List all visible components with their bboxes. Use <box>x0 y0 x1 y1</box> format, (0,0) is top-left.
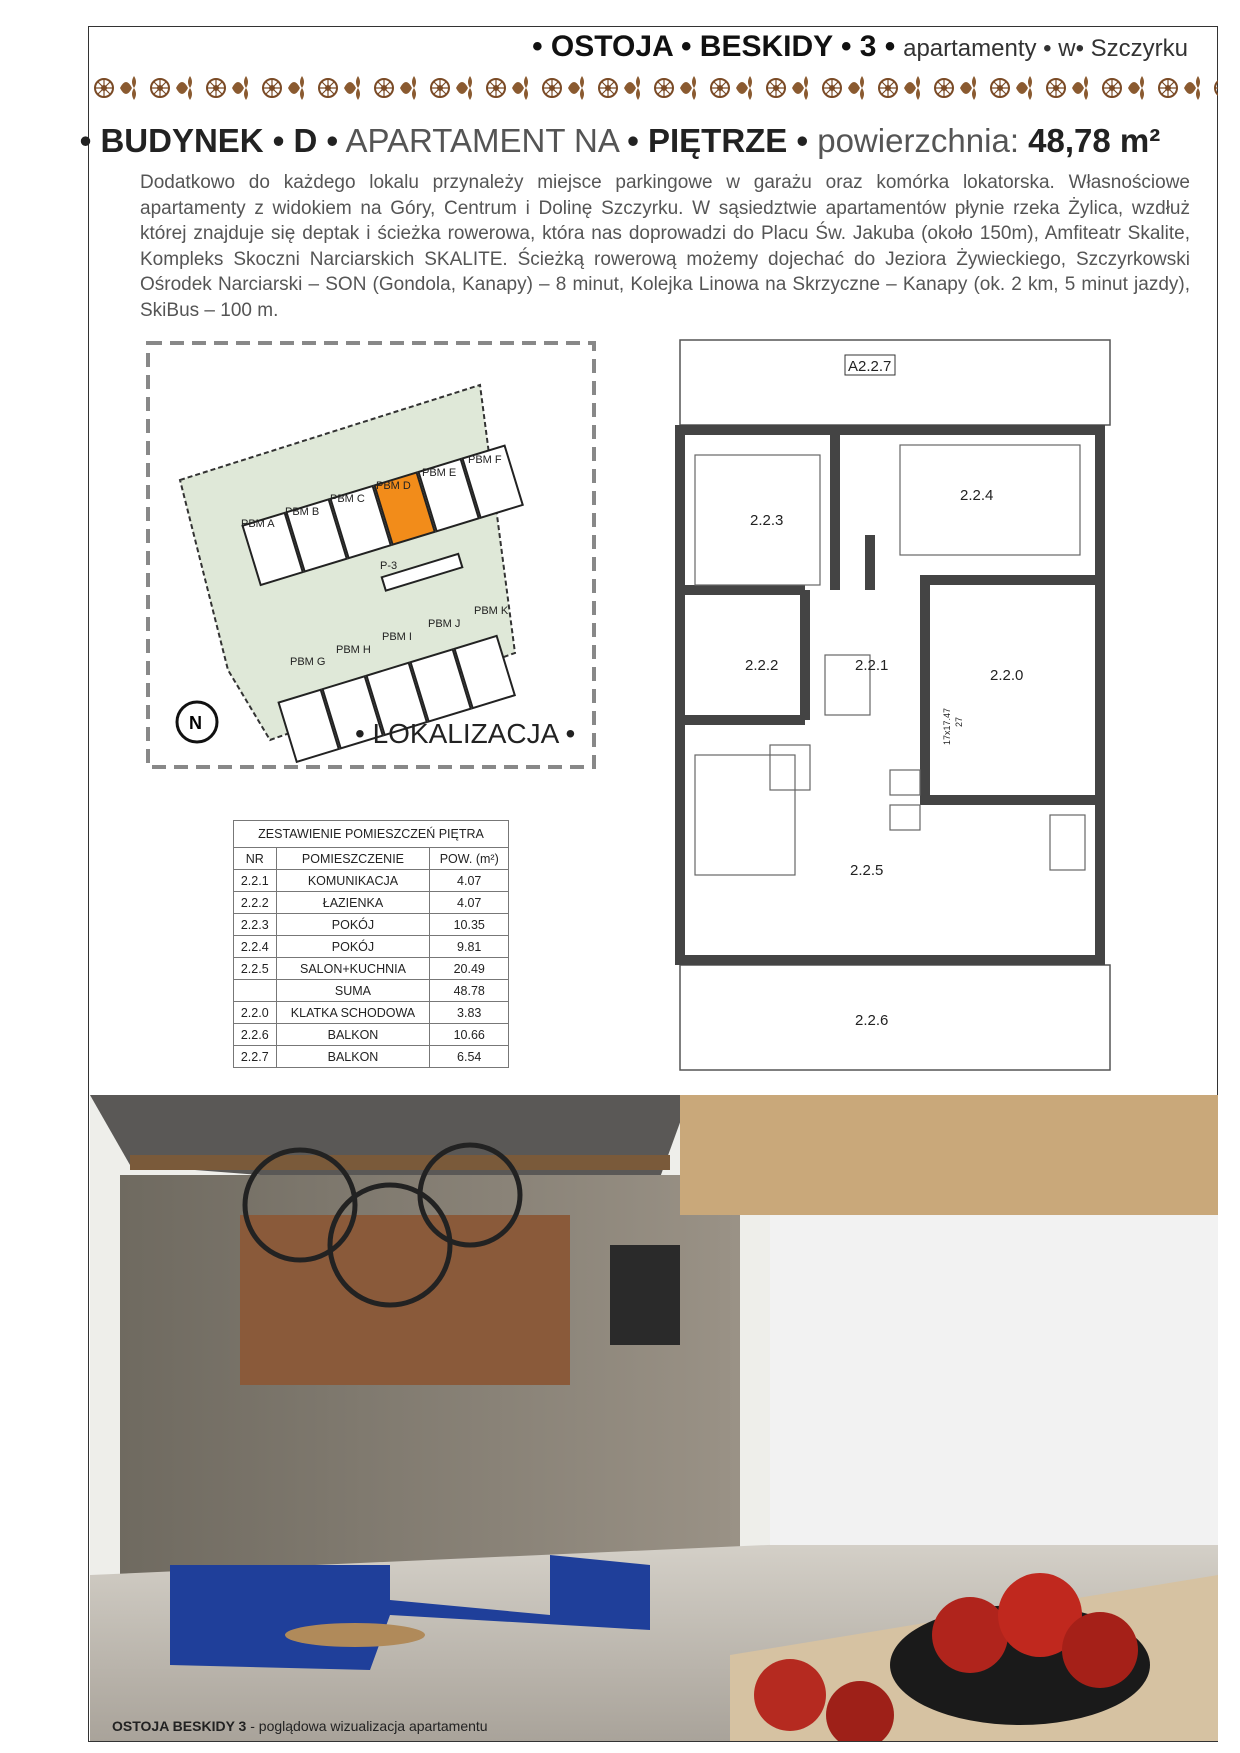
room-a227: A2.2.7 <box>848 358 892 375</box>
cell-room: SALON+KUCHNIA <box>276 958 430 980</box>
cell-area: 10.66 <box>430 1024 509 1046</box>
cell-area: 20.49 <box>430 958 509 980</box>
brand-bold: • OSTOJA • BESKIDY • 3 • <box>532 30 896 63</box>
cell-area: 3.83 <box>430 1002 509 1024</box>
tv <box>610 1245 680 1345</box>
label-pbm-i: PBM I <box>382 631 412 643</box>
site-label: • LOKALIZACJA • <box>355 718 576 749</box>
label-pbm-j: PBM J <box>428 618 461 630</box>
cell-nr: 2.2.3 <box>234 914 277 936</box>
table-row <box>234 980 509 1002</box>
cell-room: SUMA <box>276 980 430 1002</box>
kitchen-backsplash <box>770 1215 1218 1545</box>
cell-room: ŁAZIENKA <box>276 892 430 914</box>
cell-room: KLATKA SCHODOWA <box>276 1002 430 1024</box>
cell-nr: 2.2.2 <box>234 892 277 914</box>
kitchen-cabinets <box>680 1095 1218 1215</box>
cell-room: BALKON <box>276 1024 430 1046</box>
stairs-count: 27 <box>954 716 964 727</box>
rooms-table <box>233 820 509 1068</box>
room-225: 2.2.5 <box>850 862 884 879</box>
description: Dodatkowo do każdego lokalu przynależy miejsce parkingowe w garażu oraz komórka lokatorska. Własnościowe apartamenty z widokiem na Góry, Centrum i Dolinę Szczyrku. W sąsiedztwie apartamentów płynie rzeka Żylica, wzdłuż której znajduje się deptak i ścieżka rowerowa, która nas doprowadzi do Placu Św. Jakuba (około 150m), Amfiteatr Skalite, Kompleks Skoczni Narciarskich SKALITE. Ścieżką rowerową możemy dojechać do Jeziora Żywieckiego, Szczyrkowski Ośrodek Narciarski – SON (Gondola, Kanapy) – 8 minut, Kolejka Linowa na Skrzyczne – Kanapy (ok. 2 km, 5 minut jazdy), SkiBus – 100 m. <box>140 172 1190 321</box>
cell-area: 10.35 <box>430 914 509 936</box>
room-221: 2.2.1 <box>855 657 889 674</box>
room-222: 2.2.2 <box>745 657 779 674</box>
folk-ornament-band <box>90 68 1218 108</box>
label-pbm-g: PBM G <box>290 656 326 668</box>
coffee-table <box>285 1623 425 1647</box>
table-row <box>234 870 509 892</box>
room-220: 2.2.0 <box>990 667 1024 684</box>
cell-room: POKÓJ <box>276 914 430 936</box>
cell-nr: 2.2.5 <box>234 958 277 980</box>
label-pbm-h: PBM H <box>336 644 371 656</box>
cell-nr: 2.2.0 <box>234 1002 277 1024</box>
table-row <box>234 1046 509 1068</box>
title-area-label: powierzchnia: <box>817 122 1019 159</box>
label-pbm-a: PBM A <box>241 518 275 530</box>
table-row <box>234 1024 509 1046</box>
image-caption <box>112 1718 488 1734</box>
ceiling-ornament <box>130 1155 670 1170</box>
cell-nr: 2.2.7 <box>234 1046 277 1068</box>
rooms-table-caption: ZESTAWIENIE POMIESZCZEŃ PIĘTRA <box>233 820 509 847</box>
apple <box>754 1659 826 1731</box>
title-area-value: 48,78 m² <box>1028 122 1161 159</box>
site-plan <box>140 335 610 775</box>
brand-sub: apartamenty • w• Szczyrku <box>903 35 1188 62</box>
wall-art <box>240 1215 570 1385</box>
page-title <box>0 122 1240 160</box>
title-building: • BUDYNEK • D • <box>79 122 339 159</box>
stairs-dimension: 17x17.47 <box>942 707 952 745</box>
cell-nr: 2.2.4 <box>234 936 277 958</box>
room-223: 2.2.3 <box>750 512 784 529</box>
cell-nr <box>234 980 277 1002</box>
table-row <box>234 936 509 958</box>
table-row <box>234 1002 509 1024</box>
floor-plan <box>660 335 1130 1075</box>
label-parking: P-3 <box>380 560 398 572</box>
title-floor: • PIĘTRZE • <box>627 122 809 159</box>
cell-area: 48.78 <box>430 980 509 1002</box>
cell-nr: 2.2.1 <box>234 870 277 892</box>
cell-room: POKÓJ <box>276 936 430 958</box>
cell-area: 4.07 <box>430 870 509 892</box>
table-header: POW. (m²) <box>430 848 509 870</box>
title-apartment: APARTAMENT NA <box>345 122 619 159</box>
label-pbm-d: PBM D <box>376 480 411 492</box>
brand <box>532 30 1188 64</box>
table-row <box>234 892 509 914</box>
table-row <box>234 958 509 980</box>
room-226: 2.2.6 <box>855 1012 889 1029</box>
label-pbm-e: PBM E <box>422 467 457 479</box>
cell-area: 6.54 <box>430 1046 509 1068</box>
cell-room: BALKON <box>276 1046 430 1068</box>
table-row <box>234 914 509 936</box>
cell-nr: 2.2.6 <box>234 1024 277 1046</box>
room-224: 2.2.4 <box>960 487 994 504</box>
apple <box>1062 1612 1138 1688</box>
header <box>90 26 1218 68</box>
caption-rest: - poglądowa wizualizacja apartamentu <box>246 1718 488 1734</box>
table-header: NR <box>234 848 277 870</box>
interior-visualization <box>90 1095 1218 1741</box>
north-label: N <box>189 713 202 733</box>
label-pbm-c: PBM C <box>330 493 365 505</box>
cell-area: 4.07 <box>430 892 509 914</box>
label-pbm-k: PBM K <box>474 605 509 617</box>
cell-room: KOMUNIKACJA <box>276 870 430 892</box>
cell-area: 9.81 <box>430 936 509 958</box>
table-header: POMIESZCZENIE <box>276 848 430 870</box>
label-pbm-f: PBM F <box>468 454 502 466</box>
table-header-row <box>234 848 509 870</box>
apple <box>932 1597 1008 1673</box>
caption-bold: OSTOJA BESKIDY 3 <box>112 1718 247 1734</box>
label-pbm-b: PBM B <box>285 506 320 518</box>
